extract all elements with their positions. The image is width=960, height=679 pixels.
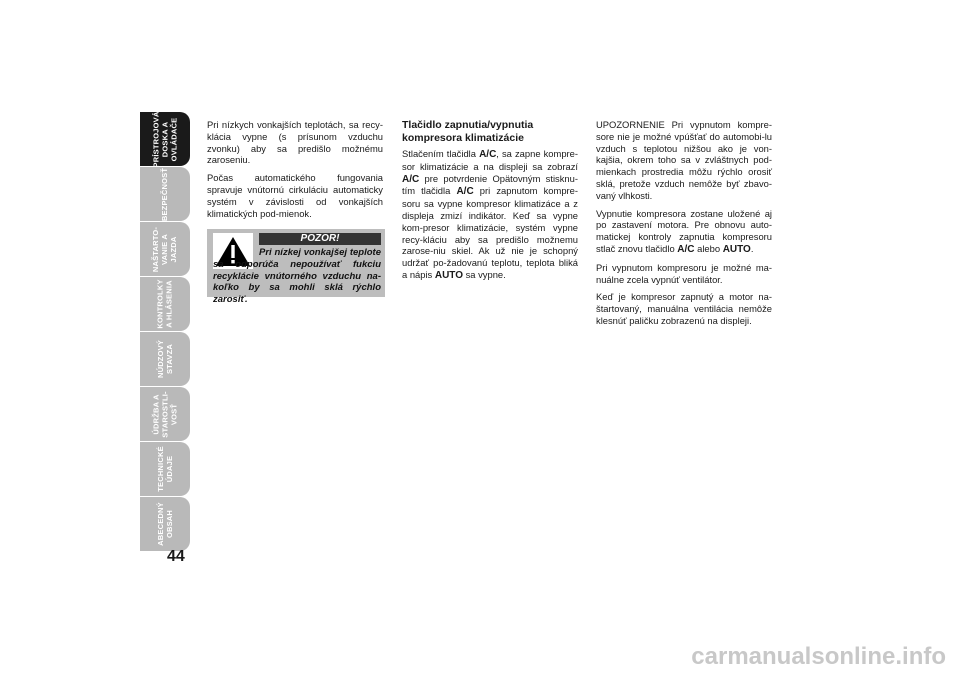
text: Vypnutie kompresora zostane uložené aj po zastavení motora. Pre obnovu auto-matickej kontroly zapnutia kompresoru stlač znovu tlačidlo — [596, 207, 772, 254]
page-number: 44 — [167, 548, 185, 565]
paragraph — [402, 148, 578, 282]
warning-title: POZOR! — [259, 233, 381, 245]
tab-label: KONTROLKY A HLÁSENIA — [156, 279, 174, 329]
auto-key: AUTO — [434, 269, 463, 281]
tab-label: NAŠTARTO- VANIE A JAZDA — [151, 226, 179, 272]
tab-bezpecnost[interactable] — [140, 167, 190, 221]
ac-key: A/C — [456, 186, 474, 198]
paragraph: Pri vypnutom kompresoru je možné ma-nuálne zcela vypnúť ventilátor. — [596, 261, 772, 285]
tab-label: ABECEDNÝ OBSAH — [155, 502, 174, 546]
ac-key: A/C — [677, 243, 695, 255]
tab-label: BEZPEČNOSŤ — [160, 167, 170, 221]
tab-label: ÚDRŽBA A STAROSTLI- VOSŤ — [151, 390, 179, 438]
paragraph: Počas automatického fungovania spravuje vnútornú cirkuláciu automaticky systém v závislosti od vonkajších klimatických pod-mienok. — [207, 172, 383, 219]
text: pri zapnutom kompre-soru sa vypne kompresor klimatizáce a z displeja zmizí indikátor. Keď sa vypne kom-presor klimatizácie, systém vypne recy-kláciu aby sa predišlo možnemu zarose-niu skiel. Ak už nie je schopný udržať po-žadovanú teplotu, teplota bliká a nápis — [402, 185, 578, 280]
ac-key: A/C — [479, 149, 497, 160]
tab-kontrolky[interactable] — [140, 277, 190, 331]
tab-label: PRÍSTROJOVÁ DOSKA A OVLÁDAČE — [151, 111, 179, 167]
tab-technicke-udaje[interactable] — [140, 442, 190, 496]
column-3 — [596, 119, 772, 333]
text: . — [750, 242, 754, 254]
tab-pristrojova-doska[interactable] — [140, 112, 190, 166]
paragraph — [596, 208, 772, 256]
tab-nastartovanie[interactable] — [140, 222, 190, 276]
text: pre potvrdenie Opätovným stisknu-tím tlačidla — [402, 172, 578, 197]
warning-text: Pri nízkej vonkajšej teplote sa odporúča nepoužívať fukciu recyklácie vnútorného vzduchu na-koľko by sa mohli sklá rýchlo zarosiť. — [213, 247, 381, 306]
tab-abecedny-obsah[interactable] — [140, 497, 190, 551]
text: Stlačením tlačidla — [402, 148, 480, 159]
tab-label: NÚDZOVÝ STAVZA — [155, 339, 174, 379]
text: alebo — [694, 242, 723, 254]
tab-label: TECHNICKÉ ÚDAJE — [156, 446, 174, 492]
auto-key: AUTO — [722, 243, 751, 255]
tab-udrzba[interactable] — [140, 387, 190, 441]
paragraph: UPOZORNENIE Pri vypnutom kompre-sore nie je možné vpúšťať do automobi-lu vzduch s teplotou nižšou ako je von-kajšia, okrem toho sa v zvláštnych pod-mienkach prostredia môžu rýchlo orosiť sklá, pretože vzduch nemôže byť zbavo-vaný vlhkosti. — [596, 119, 772, 201]
tab-nudzovy-stav[interactable] — [140, 332, 190, 386]
warning-box — [207, 229, 385, 306]
paragraph: Pri nízkych vonkajších teplotách, sa recy-klácia vypne (s prísunom vzduchu zvonku) aby sa predišlo možnému zaroseniu. — [207, 119, 383, 166]
chapter-tabs — [140, 112, 190, 552]
column-2 — [402, 119, 578, 288]
ac-key: A/C — [402, 173, 420, 185]
text: sa vypne. — [463, 268, 506, 280]
watermark: carmanualsonline.info — [691, 643, 946, 670]
section-heading: Tlačidlo zapnutia/vypnutia kompresora klimatizácie — [402, 119, 534, 144]
column-1 — [207, 119, 383, 225]
paragraph: Keď je kompresor zapnutý a motor na-štartovaný, manuálna ventilácia nemôže klesnúť paličku zobrazenú na displeji. — [596, 291, 772, 326]
text: , sa zapne kompre-sor klimatizácie a na displeji sa zobrazí — [402, 148, 579, 172]
